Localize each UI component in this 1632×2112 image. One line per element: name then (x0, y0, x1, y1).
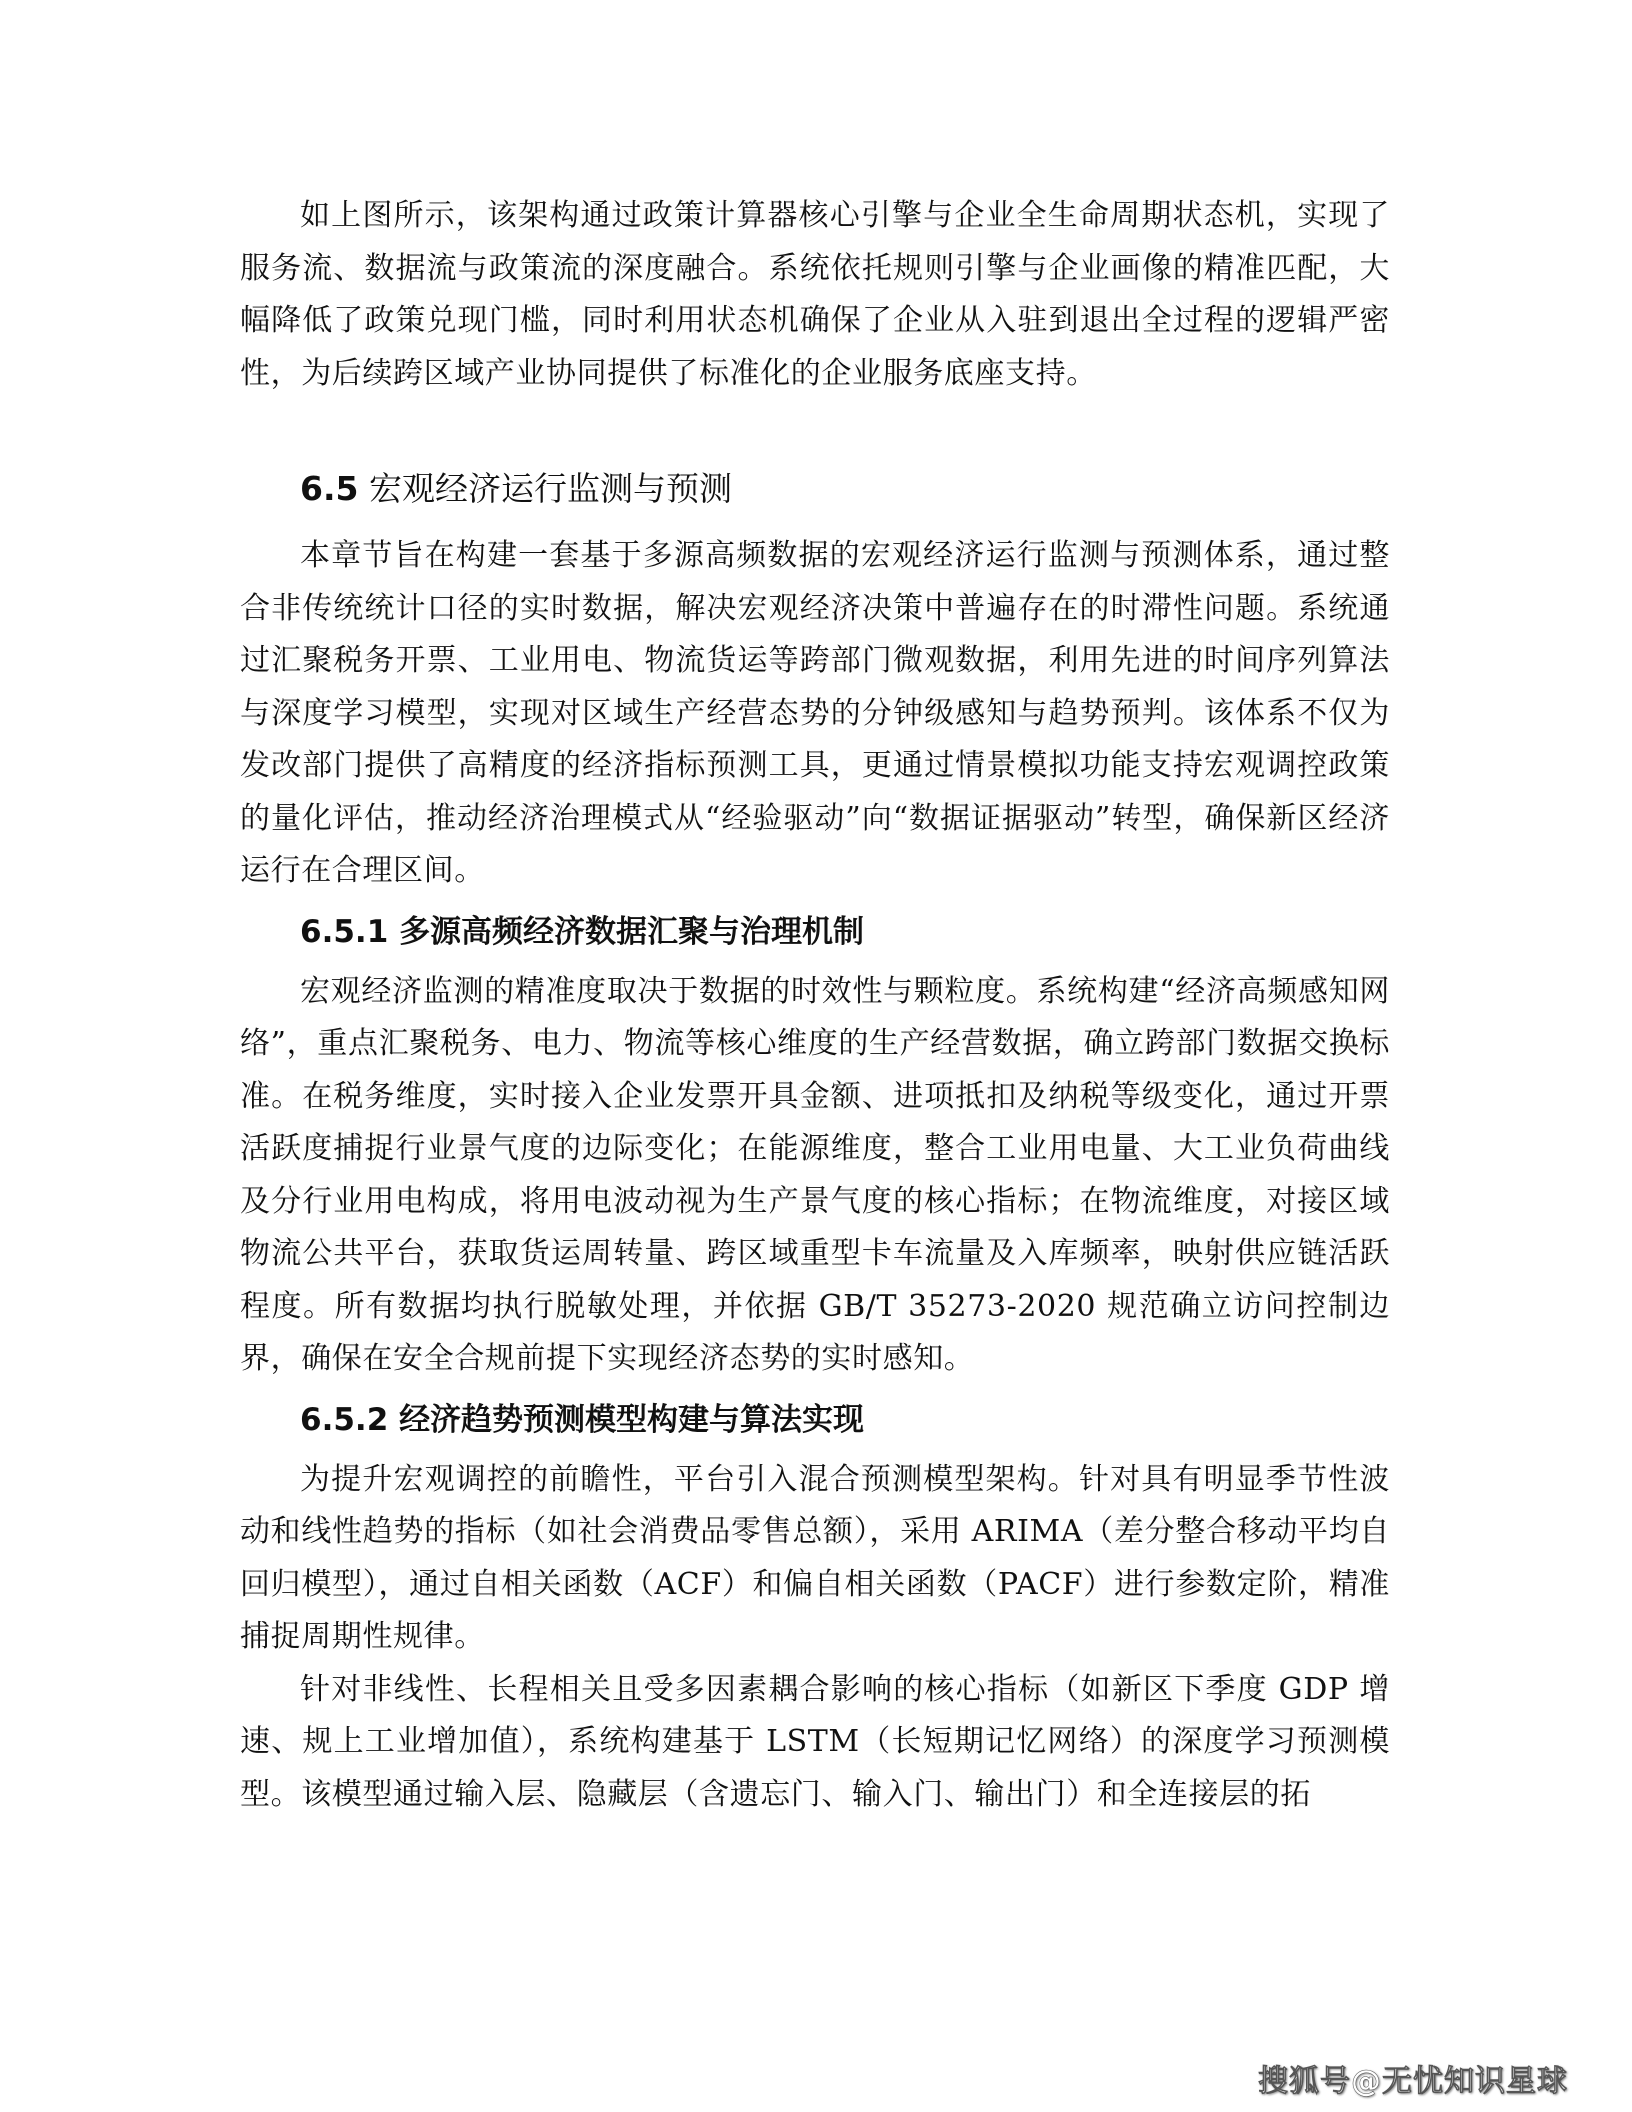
section-6-5-1-paragraph: 宏观经济监测的精准度取决于数据的时效性与颗粒度。系统构建“经济高频感知网络”，重点汇聚税务、电力、物流等核心维度的生产经营数据，确立跨部门数据交换标准。在税务维度，实时接入企业发票开具金额、进项抵扣及纳税等级变化，通过开票活跃度捕捉行业景气度的边际变化；在能源维度，整合工业用电量、大工业负荷曲线及分行业用电构成，将用电波动视为生产景气度的核心指标；在物流维度，对接区域物流公共平台，获取货运周转量、跨区域重型卡车流量及入库频率，映射供应链活跃程度。所有数据均执行脱敏处理，并依据 GB/T 35273-2020 规范确立访问控制边界，确保在安全合规前提下实现经济态势的实时感知。 (240, 973, 1390, 1376)
subsection-title: 经济趋势预测模型构建与算法实现 (399, 1401, 865, 1438)
section-heading-6-5 (300, 466, 1390, 512)
subsection-number: 6.5.1 (300, 913, 389, 950)
document-page (240, 190, 1390, 1821)
section-6-5-2-paragraph-2: 针对非线性、长程相关且受多因素耦合影响的核心指标（如新区下季度 GDP 增速、规上工业增加值），系统构建基于 LSTM（长短期记忆网络）的深度学习预测模型。该模型通过输入层、隐藏层（含遗忘门、输入门、输出门）和全连接层的拓 (240, 1671, 1390, 1812)
intro-paragraph: 如上图所示，该架构通过政策计算器核心引擎与企业全生命周期状态机，实现了服务流、数据流与政策流的深度融合。系统依托规则引擎与企业画像的精准匹配，大幅降低了政策兑现门槛，同时利用状态机确保了企业从入驻到退出全过程的逻辑严密性，为后续跨区域产业协同提供了标准化的企业服务底座支持。 (240, 198, 1390, 391)
subsection-number: 6.5.2 (300, 1401, 389, 1438)
section-6-5-2-paragraph-1: 为提升宏观调控的前瞻性，平台引入混合预测模型架构。针对具有明显季节性波动和线性趋势的指标（如社会消费品零售总额），采用 ARIMA（差分整合移动平均自回归模型），通过自相关函数（ACF）和偏自相关函数（PACF）进行参数定阶，精准捕捉周期性规律。 (240, 1461, 1390, 1654)
section-6-5-paragraph: 本章节旨在构建一套基于多源高频数据的宏观经济运行监测与预测体系，通过整合非传统统计口径的实时数据，解决宏观经济决策中普遍存在的时滞性问题。系统通过汇聚税务开票、工业用电、物流货运等跨部门微观数据，利用先进的时间序列算法与深度学习模型，实现对区域生产经营态势的分钟级感知与趋势预判。该体系不仅为发改部门提供了高精度的经济指标预测工具，更通过情景模拟功能支持宏观调控政策的量化评估，推动经济治理模式从“经验驱动”向“数据证据驱动”转型，确保新区经济运行在合理区间。 (240, 538, 1390, 888)
subsection-heading-6-5-2 (300, 1398, 1390, 1442)
section-title: 宏观经济运行监测与预测 (368, 469, 732, 508)
watermark: 搜狐号@无忧知识星球 (1258, 2064, 1568, 2099)
subsection-heading-6-5-1 (300, 910, 1390, 954)
subsection-title: 多源高频经济数据汇聚与治理机制 (399, 913, 865, 950)
section-number: 6.5 (300, 469, 359, 508)
